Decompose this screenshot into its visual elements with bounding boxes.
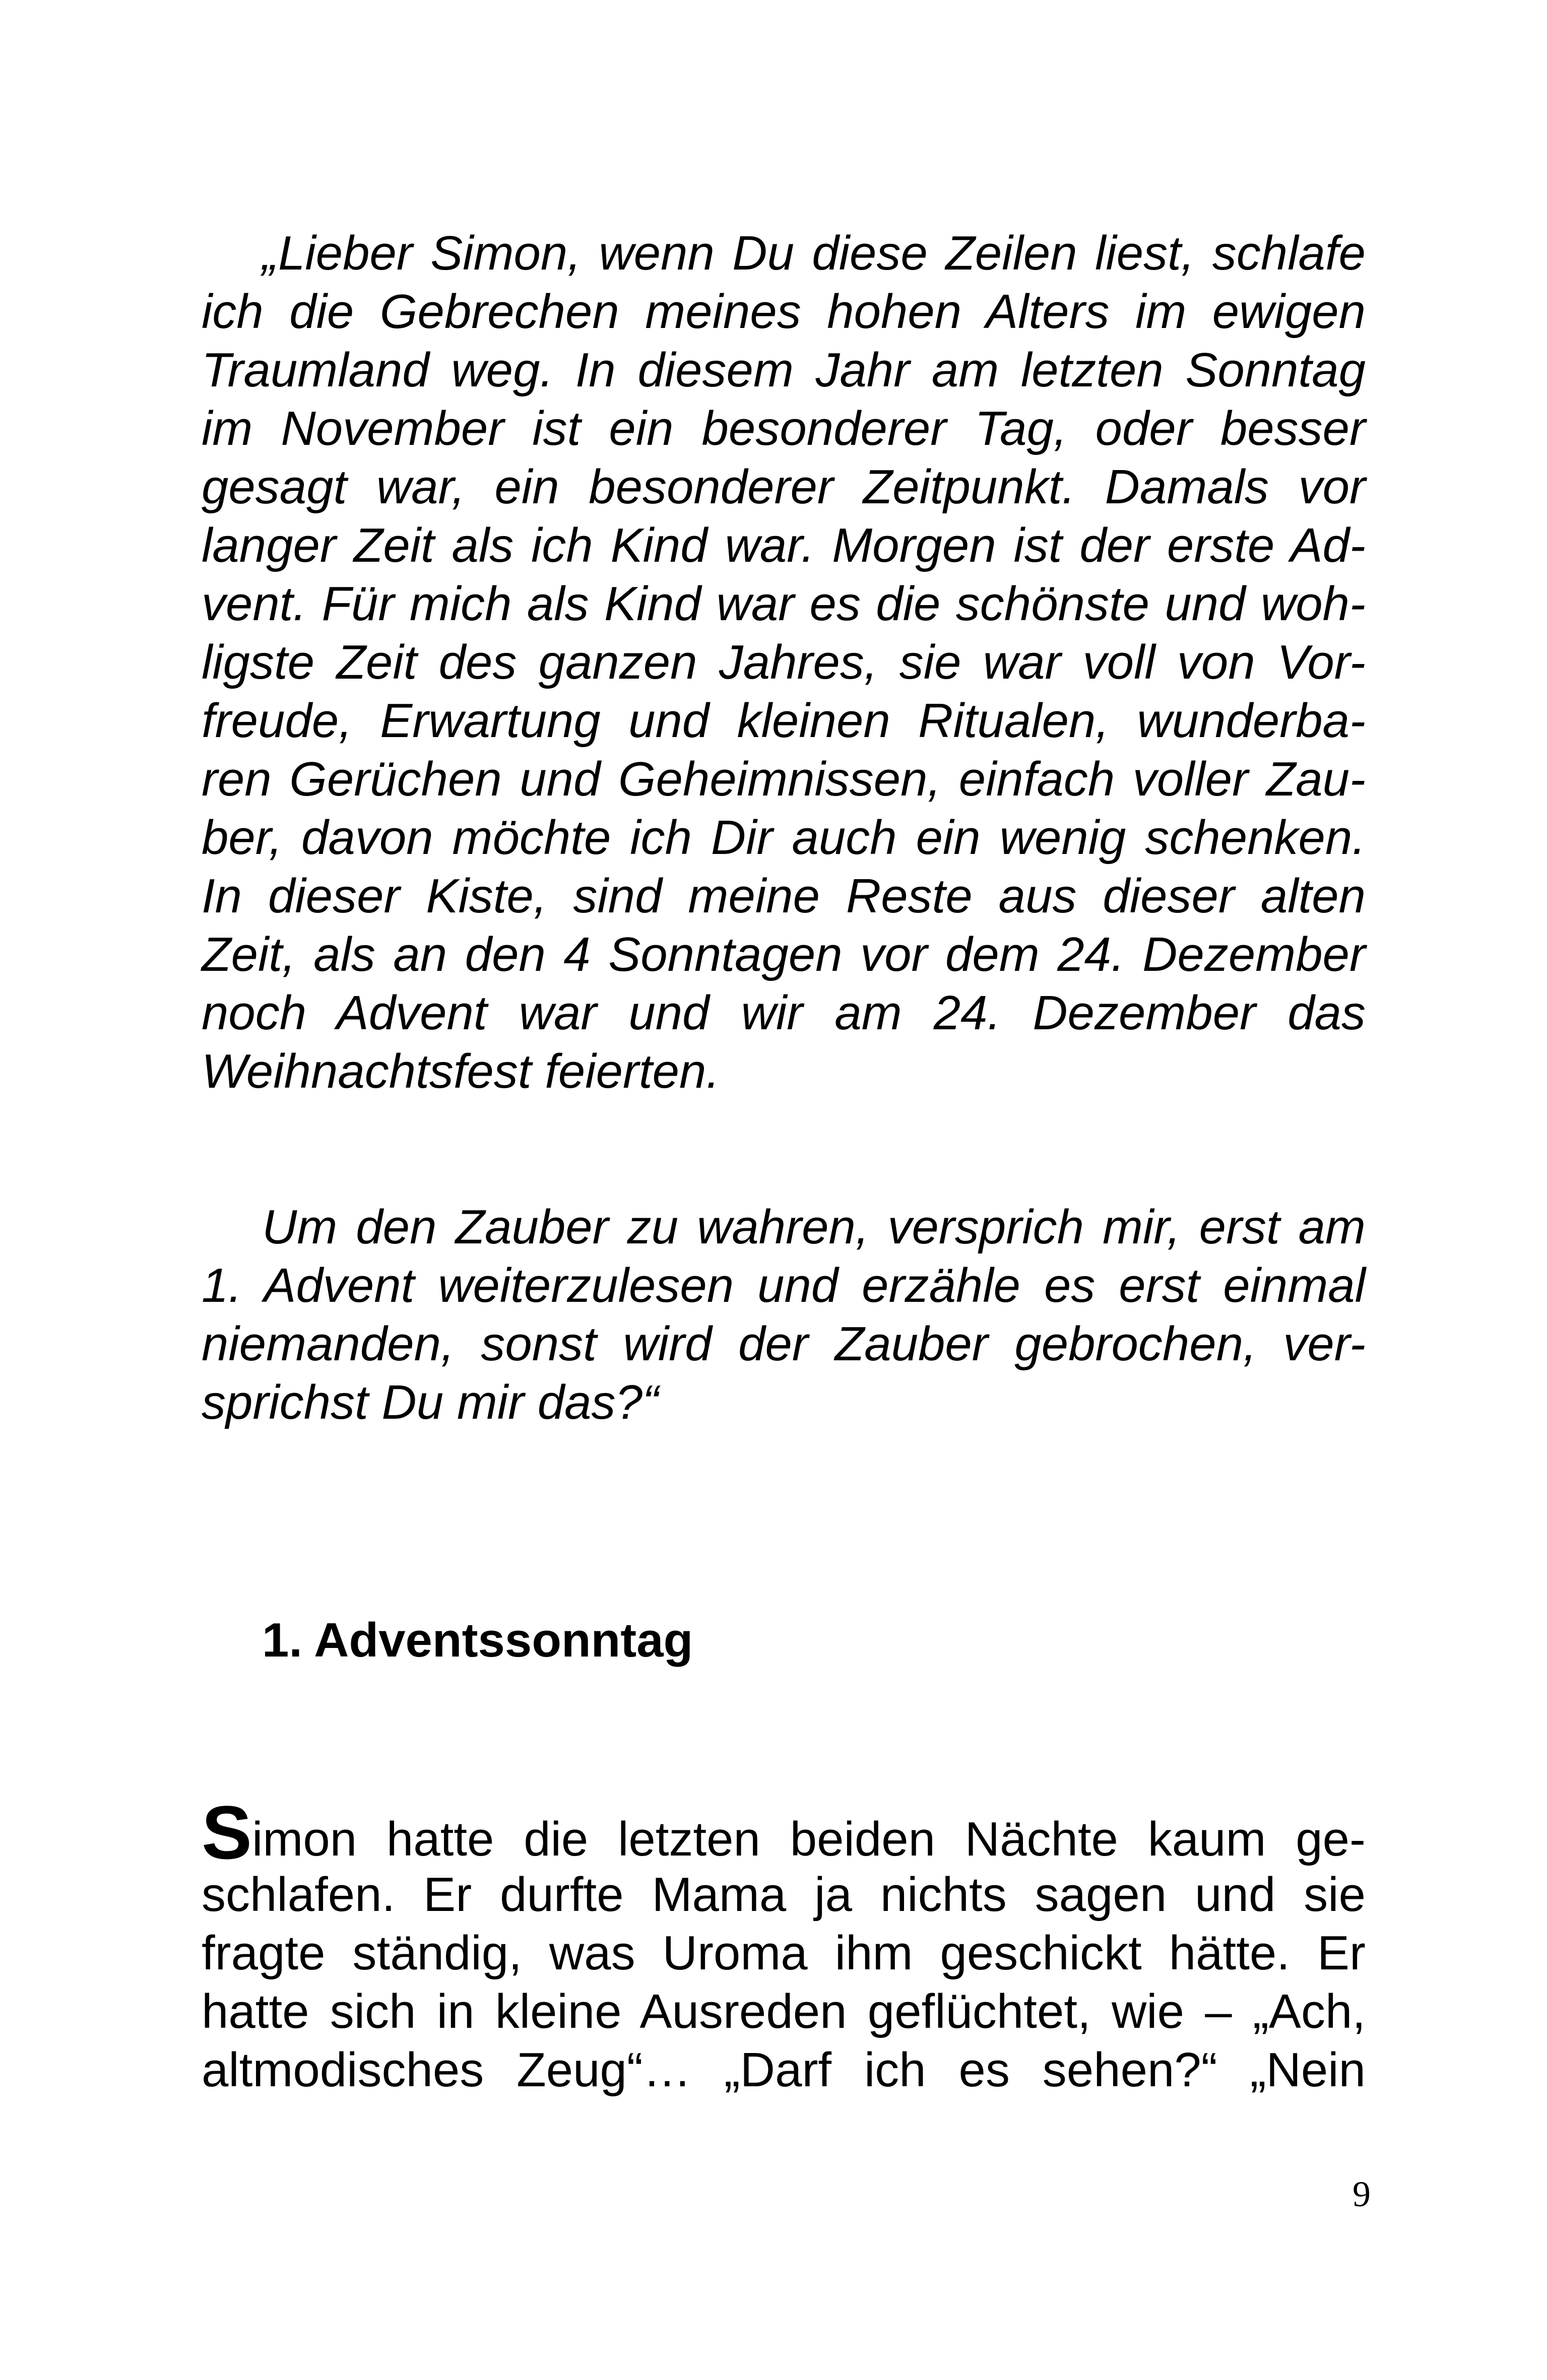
- text-line: gesagt war, ein besonderer Zeitpunkt. Damals vor: [202, 460, 1366, 514]
- text-line: schlafen. Er durfte Mama ja nichts sagen und sie: [202, 1868, 1366, 1922]
- text-line: Traumland weg. In diesem Jahr am letzten Sonntag: [202, 343, 1366, 397]
- text-line: vent. Für mich als Kind war es die schönste und woh-: [202, 577, 1366, 631]
- text-line: freude, Erwartung und kleinen Ritualen, wunderba-: [202, 694, 1366, 748]
- text-line: sprichst Du mir das?“: [202, 1375, 659, 1429]
- text-line: hatte sich in kleine Ausreden geflüchtet, wie – „Ach,: [202, 1985, 1366, 2038]
- letter-paragraph: [202, 224, 1366, 1101]
- story-paragraph: [202, 1790, 1366, 2099]
- text-line: im November ist ein besonderer Tag, oder besser: [202, 402, 1366, 455]
- first-line-text: imon hatte die letzten beiden Nächte kaum ge-: [252, 1812, 1366, 1866]
- page-number: 9: [1352, 2174, 1371, 2214]
- text-line: niemanden, sonst wird der Zauber gebrochen, ver-: [202, 1317, 1366, 1371]
- text-line-first: [202, 1790, 1366, 1875]
- text-line: ren Gerüchen und Geheimnissen, einfach voller Zau-: [202, 752, 1366, 806]
- text-line: altmodisches Zeug“… „Darf ich es sehen?“ „Nein: [202, 2043, 1366, 2097]
- text-line: noch Advent war und wir am 24. Dezember das: [202, 986, 1366, 1040]
- text-line: ber, davon möchte ich Dir auch ein wenig schenken.: [202, 811, 1366, 865]
- text-line: fragte ständig, was Uroma ihm geschickt hätte. Er: [202, 1926, 1366, 1980]
- text-line: „Lieber Simon, wenn Du diese Zeilen liest, schlafe: [262, 226, 1366, 280]
- text-line: In dieser Kiste, sind meine Reste aus dieser alten: [202, 869, 1366, 923]
- section-heading: 1. Adventssonntag: [262, 1613, 693, 1667]
- text-line: Um den Zauber zu wahren, versprich mir, erst am: [262, 1200, 1366, 1254]
- text-line: Weihnachtsfest feierten.: [202, 1044, 720, 1098]
- text-line: langer Zeit als ich Kind war. Morgen ist der erste Ad-: [202, 518, 1366, 572]
- text-line: 1. Advent weiterzulesen und erzähle es erst einmal: [202, 1259, 1366, 1312]
- drop-cap: S: [202, 1790, 252, 1875]
- text-line: ich die Gebrechen meines hohen Alters im ewigen: [202, 285, 1366, 339]
- text-line: ligste Zeit des ganzen Jahres, sie war voll von Vor-: [202, 635, 1366, 689]
- promise-paragraph: [202, 1198, 1366, 1432]
- text-line: Zeit, als an den 4 Sonntagen vor dem 24. Dezember: [202, 928, 1366, 981]
